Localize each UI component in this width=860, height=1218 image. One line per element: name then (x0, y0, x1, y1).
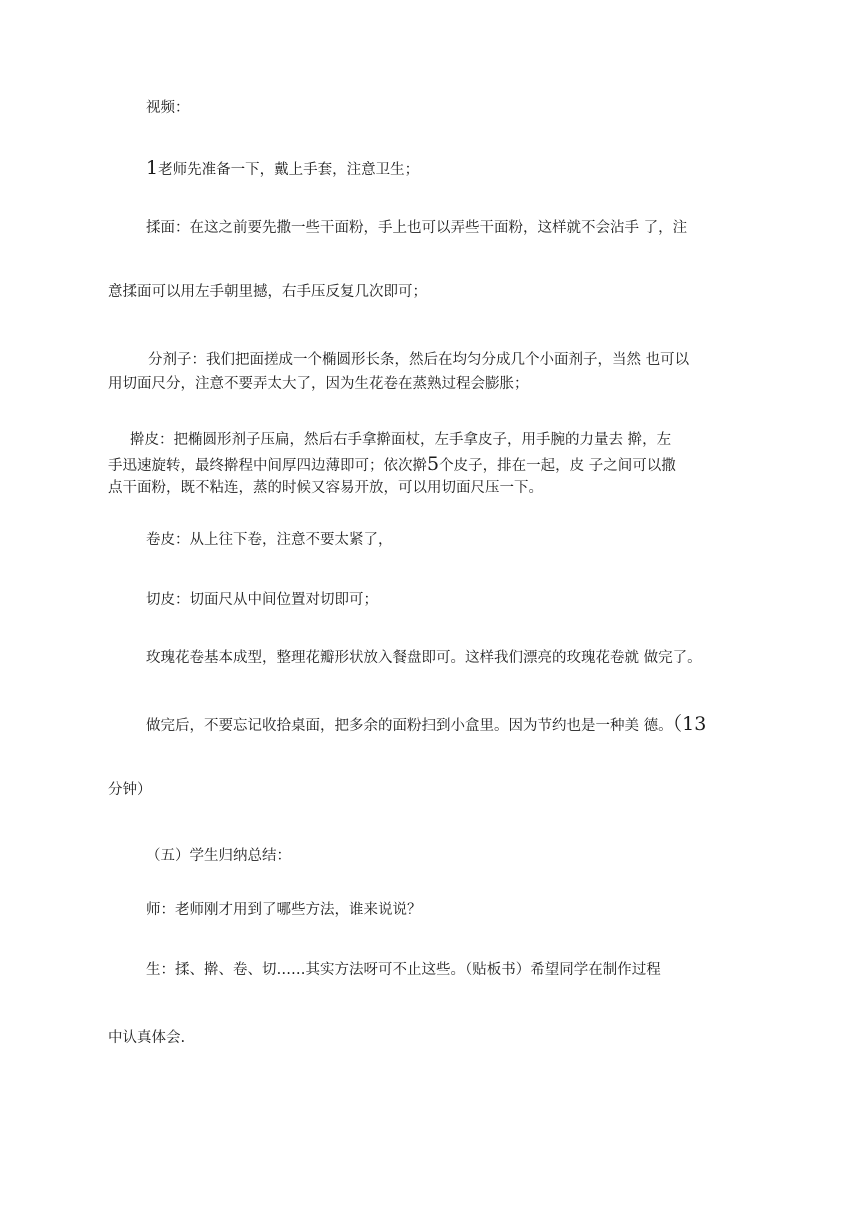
cleanup-line-1-text: 做完后，不要忘记收拾桌面，把多余的面粉扫到小盒里。因为节约也是一种美 德。 (146, 718, 673, 734)
step-1-text: 老师先准备一下，戴上手套，注意卫生； (158, 162, 420, 178)
rolling-line-1: 擀皮：把椭圆形剂子压扁，然后右手拿擀面杖，左手拿皮子，用手腕的力量去 擀，左 (130, 432, 672, 448)
rolling-count-number: 5 (427, 453, 440, 475)
shaping-paragraph: 玫瑰花卷基本成型，整理花瓣形状放入餐盘即可。这样我们漂亮的玫瑰花卷就 做完了。 (146, 650, 702, 666)
rolling-line-3: 点干面粉，既不粘连，蒸的时候又容易开放，可以用切面尺压一下。 (108, 480, 543, 496)
step-1-number: 1 (146, 157, 159, 179)
student-answer-line-1: 生：揉、擀、卷、切……其实方法呀可不止这些。（贴板书）希望同学在制作过程 (146, 962, 661, 978)
rolling-up-paragraph: 卷皮：从上往下卷，注意不要太紧了， (146, 532, 393, 548)
student-answer-line-2: 中认真体会. (108, 1030, 186, 1046)
step-1-paragraph (146, 158, 419, 180)
teacher-question: 师：老师刚才用到了哪些方法，谁来说说？ (146, 902, 422, 918)
rolling-line-2 (108, 454, 676, 476)
portioning-line-1: 分剂子：我们把面搓成一个椭圆形长条，然后在均匀分成几个小面剂子，当然 也可以 (148, 352, 690, 368)
video-heading: 视频： (146, 100, 190, 116)
cleanup-line-1 (146, 714, 706, 736)
portioning-line-2: 用切面尺分，注意不要弄太大了，因为生花卷在蒸熟过程会膨胀； (108, 376, 529, 392)
rolling-line-2-rest: 个皮子，排在一起，皮 子之间可以撒 (439, 458, 676, 474)
cleanup-duration-open: （13 (672, 713, 707, 735)
kneading-line-2: 意揉面可以用左手朝里撼，右手压反复几次即可； (108, 284, 427, 300)
kneading-line-1: 揉面：在这之前要先撒一些干面粉，手上也可以弄些干面粉，这样就不会沾手 了，注 (146, 220, 688, 236)
rolling-line-2-text: 手迅速旋转，最终擀程中间厚四边薄即可；依次擀 (108, 458, 427, 474)
cleanup-line-2: 分钟） (108, 782, 152, 798)
cutting-paragraph: 切皮：切面尺从中间位置对切即可； (146, 592, 378, 608)
section-5-heading: （五）学生归纳总结： (146, 848, 291, 864)
